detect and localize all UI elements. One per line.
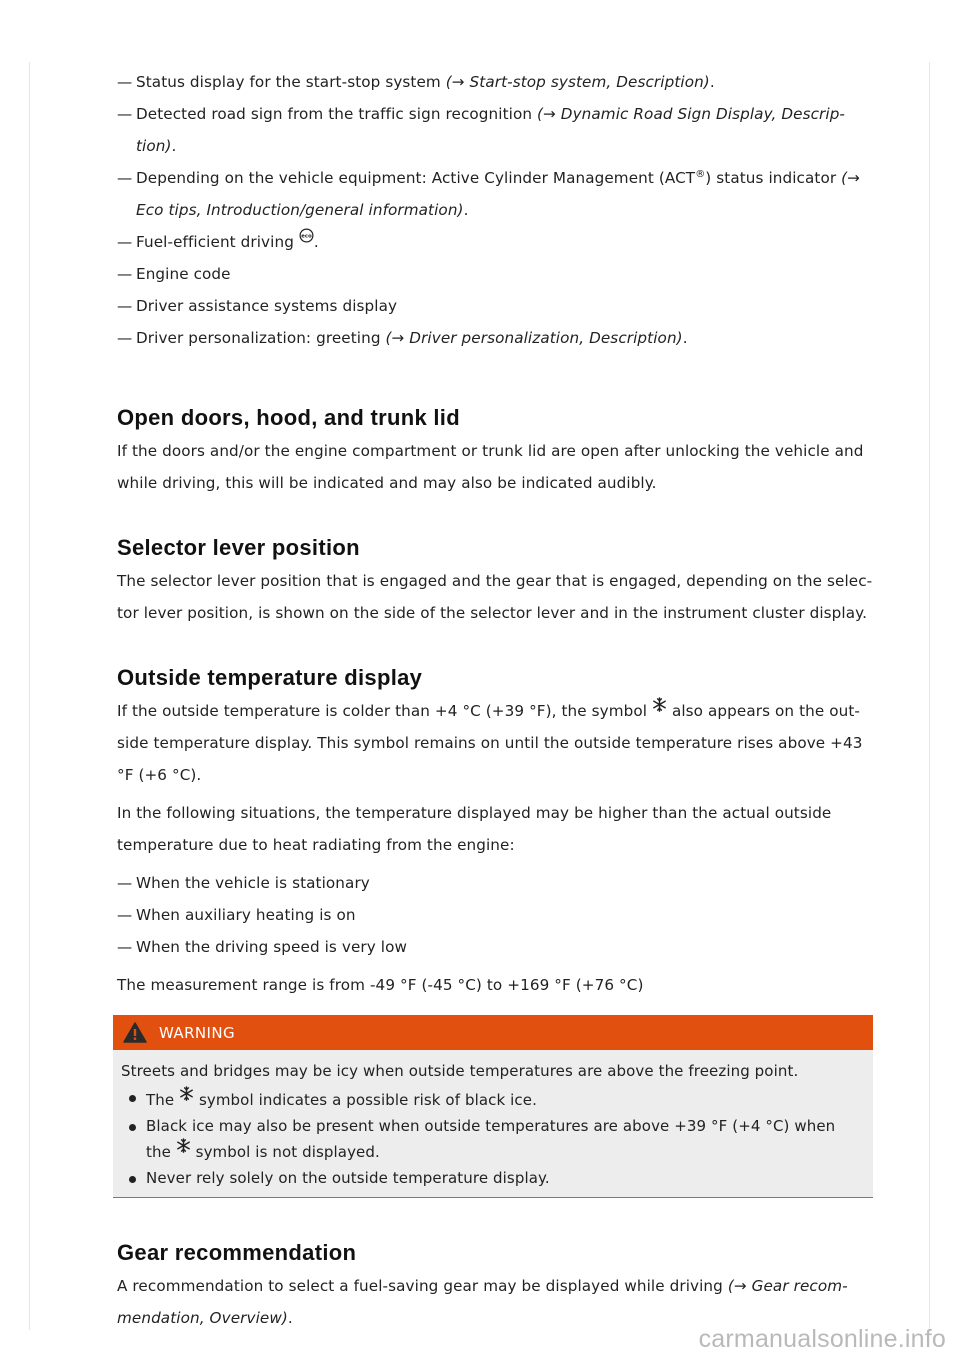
selector-lever-body: The selector lever position that is engaged and the gear that is engaged, depending on the selec-tor lever position, is shown on the side of the selector lever and in the instrument cluster display. — [117, 572, 873, 622]
cross-reference-link[interactable]: (→ Dynamic Road Sign Display, Descrip-tion) — [136, 105, 846, 155]
warning-bullet-list — [121, 1086, 865, 1190]
list-item: — Fuel-efficient driving eco . — [117, 226, 873, 258]
watermark: carmanualsonline.info — [698, 1325, 946, 1353]
heat-situations-list — [117, 867, 873, 963]
warning-intro: Streets and bridges may be icy when outside temperatures are above the freezing point. — [121, 1062, 799, 1080]
list-item: — Status display for the start-stop system (→ Start-stop system, Description). — [117, 73, 715, 91]
cross-reference-link[interactable]: (→ Gear recom-mendation, Overview) — [117, 1277, 848, 1327]
section-heading-selector-lever: Selector lever position — [117, 535, 360, 560]
list-item: — When auxiliary heating is on — [117, 906, 356, 924]
open-doors-body: If the doors and/or the engine compartment or trunk lid are open after unlocking the vehicle and while driving, this will be indicated and may also be indicated audibly. — [117, 442, 864, 492]
list-item: — Driver assistance systems display — [117, 297, 398, 315]
measurement-range: The measurement range is from -49 °F (-45 °C) to +169 °F (+76 °C) — [117, 976, 644, 994]
warning-bullet: Never rely solely on the outside temperature display. — [121, 1167, 865, 1190]
bullet-icon — [129, 1124, 136, 1131]
snowflake-icon — [652, 697, 667, 712]
list-item: — When the vehicle is stationary — [117, 874, 370, 892]
snowflake-icon — [176, 1138, 191, 1153]
warning-body — [113, 1050, 873, 1197]
status-list — [117, 66, 873, 354]
list-item: — Engine code — [117, 265, 231, 283]
list-item: — Detected road sign from the traffic sign recognition (→ Dynamic Road Sign Display, Descrip-tion). — [117, 105, 846, 155]
list-item: — Driver personalization: greeting (→ Driver personalization, Description). — [117, 329, 688, 347]
cross-reference-link[interactable]: (→ Start-stop system, Description) — [445, 73, 710, 91]
bullet-icon — [129, 1176, 136, 1183]
cross-reference-link[interactable]: (→ Driver personalization, Description) — [385, 329, 683, 347]
eco-icon — [299, 228, 314, 243]
warning-triangle-icon — [123, 1022, 147, 1043]
list-item: — When the driving speed is very low — [117, 938, 407, 956]
list-item: — Depending on the vehicle equipment: Active Cylinder Management (ACT®) status indicator (→ Eco tips, Introduction/general information). — [117, 169, 860, 219]
page-content — [117, 66, 873, 1334]
snowflake-icon — [179, 1086, 194, 1101]
left-margin-rule — [29, 62, 30, 1330]
warning-label: WARNING — [159, 1023, 235, 1042]
section-heading-gear-recommendation: Gear recommendation — [117, 1240, 357, 1265]
cross-reference-link[interactable]: (→ Eco tips, Introduction/general information) — [136, 169, 860, 219]
section-heading-open-doors: Open doors, hood, and trunk lid — [117, 405, 460, 430]
registered-mark: ® — [695, 169, 706, 180]
warning-bullet: Black ice may also be present when outside temperatures are above +39 °F (+4 °C) when the symbol is not displayed. — [121, 1115, 865, 1164]
gear-recommendation-body: A recommendation to select a fuel-saving gear may be displayed while driving (→ Gear recom-mendation, Overview). — [117, 1277, 848, 1327]
section-heading-outside-temperature: Outside temperature display — [117, 665, 423, 690]
warning-box — [113, 1015, 873, 1198]
warning-header — [113, 1015, 873, 1050]
warning-bullet: The symbol indicates a possible risk of black ice. — [121, 1086, 865, 1112]
bullet-icon — [129, 1095, 136, 1102]
right-margin-rule — [929, 62, 930, 1330]
outside-temp-body: If the outside temperature is colder than +4 °C (+39 °F), the symbol also appears on the out-side temperature display. This symbol remains on until the outside temperature rises above +43 °F (+6 °C). — [117, 695, 873, 791]
svg-text:eco: eco — [301, 233, 312, 240]
outside-temp-body-2: In the following situations, the temperature displayed may be higher than the actual outside temperature due to heat radiating from the engine: — [117, 804, 832, 854]
